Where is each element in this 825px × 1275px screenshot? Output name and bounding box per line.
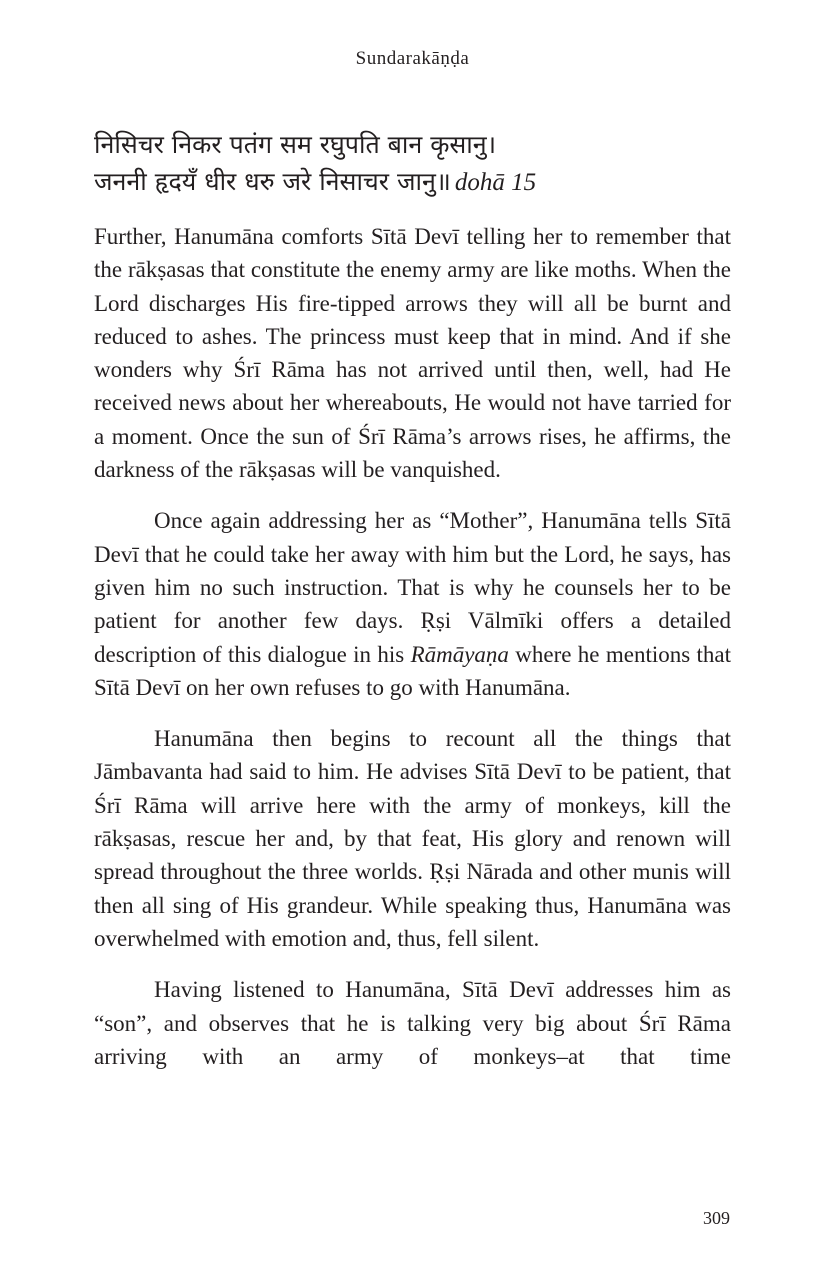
running-head: Sundarakāṇḍa (355, 48, 470, 69)
paragraph-3: Hanumāna then begins to recount all the things that Jāmbavanta had said to him. He advises Sītā Devī to be patient, that Śrī Rāma will arrive here with the army of monkeys, kill the rākṣasas, rescue her and, by that feat, His glory and renown will spread throughout the three worlds. Ṛṣi Nārada and other munis will then all sing of His grandeur. While speaking thus, Hanumāna was overwhelmed with emotion and, thus, fell silent. (94, 726, 731, 951)
paragraph-2-italic-title: Rāmāyaṇa (410, 641, 509, 667)
verse-block (94, 126, 754, 201)
page-number: 309 (703, 1208, 730, 1228)
body-text (94, 220, 731, 1073)
verse-reference: dohā 15 (454, 169, 537, 196)
paragraph-4: Having listened to Hanumāna, Sītā Devī addresses him as “son”, and observes that he is talking very big about Śrī Rāma arriving with an army of monkeys–at that time (94, 977, 731, 1069)
paragraph-1: Further, Hanumāna comforts Sītā Devī telling her to remember that the rākṣasas that constitute the enemy army are like moths. When the Lord discharges His fire-tipped arrows they will all be burnt and reduced to ashes. The princess must keep that in mind. And if she wonders why Śrī Rāma has not arrived until then, well, had He received news about her whereabouts, He would not have tarried for a moment. Once the sun of Śrī Rāma’s arrows rises, he affirms, the darkness of the rākṣasas will be vanquished. (94, 224, 731, 483)
verse-line-2-text: जननी हृदयँ धीर धरु जरे निसाचर जानु॥ (94, 167, 451, 196)
paragraph-2-text-b: where he mentions that Sītā Devī on her own refuses to go with Hanumāna. (94, 641, 732, 700)
verse-line-2 (94, 163, 754, 201)
verse-line-1: निसिचर निकर पतंग सम रघुपति बान कृसानु। (94, 130, 497, 159)
paragraph-2-text-a: Once again addressing her as “Mother”, Hanumāna tells Sītā Devī that he could take her away with him but the Lord, he says, has given him no such instruction. That is why he counsels her to be patient for another few days. Ṛṣi Vālmīki offers a detailed description of this dialogue in his (94, 508, 731, 667)
paragraph-2 (94, 504, 731, 704)
